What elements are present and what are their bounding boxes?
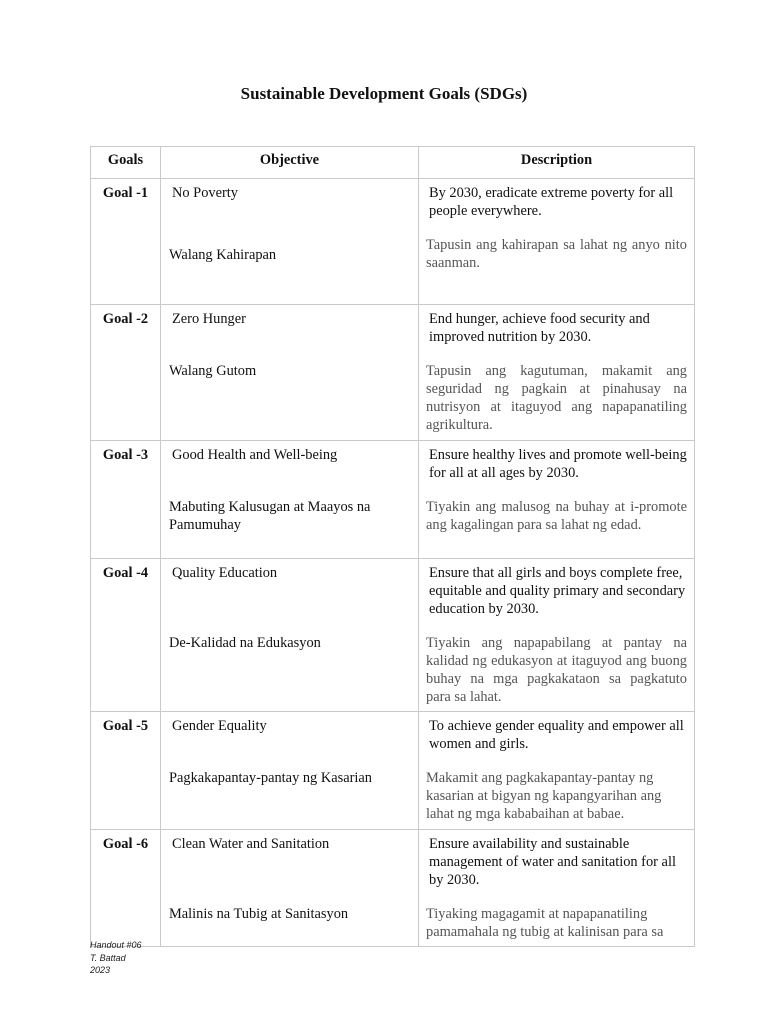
objective-cell — [161, 305, 419, 441]
description-tagalog: Tapusin ang kahirapan sa lahat ng anyo nito saanman. — [426, 237, 687, 271]
objective-cell — [161, 830, 419, 947]
header-description: Description — [419, 147, 695, 179]
description-cell — [419, 441, 695, 559]
objective-cell — [161, 441, 419, 559]
footer-author: T. Battad — [90, 952, 126, 963]
objective-english: Good Health and Well-being — [172, 447, 338, 463]
objective-english: Gender Equality — [172, 718, 267, 734]
table-row — [91, 441, 695, 559]
objective-tagalog: Walang Gutom — [169, 363, 257, 379]
goal-number: Goal -6 — [91, 830, 161, 947]
sdg-table — [90, 146, 695, 947]
description-tagalog: Makamit ang pagkakapantay-pantay ng kasarian at bigyan ng kapangyarihan ang lahat ng mga kababaihan at babae. — [426, 770, 662, 822]
goal-number: Goal -2 — [91, 305, 161, 441]
goal-number: Goal -4 — [91, 559, 161, 712]
objective-english: No Poverty — [172, 185, 238, 201]
description-english: Ensure that all girls and boys complete free, equitable and quality primary and secondary education by 2030. — [429, 565, 686, 617]
objective-tagalog: Pagkakapantay-pantay ng Kasarian — [169, 770, 372, 786]
description-cell — [419, 305, 695, 441]
goal-number: Goal -5 — [91, 712, 161, 830]
description-english: Ensure availability and sustainable management of water and sanitation for all by 2030. — [429, 836, 676, 888]
handout-footer — [90, 939, 142, 977]
objective-tagalog: Walang Kahirapan — [169, 247, 277, 263]
goal-number: Goal -1 — [91, 179, 161, 305]
header-objective: Objective — [161, 147, 419, 179]
objective-cell — [161, 712, 419, 830]
description-cell — [419, 830, 695, 947]
objective-english: Clean Water and Sanitation — [172, 836, 330, 852]
description-cell — [419, 179, 695, 305]
header-goals: Goals — [91, 147, 161, 179]
table-row — [91, 830, 695, 947]
objective-cell — [161, 179, 419, 305]
description-english: To achieve gender equality and empower all women and girls. — [429, 718, 684, 752]
objective-tagalog: De-Kalidad na Edukasyon — [169, 635, 321, 651]
footer-year: 2023 — [90, 965, 111, 975]
description-tagalog: Tiyakin ang napapabilang at pantay na kalidad ng edukasyon at itaguyod ang buong buhay na mga pagkakataon sa pagkatuto para sa lahat. — [426, 635, 687, 705]
description-cell — [419, 712, 695, 830]
table-row — [91, 712, 695, 830]
footer-handout-number: Handout #06 — [90, 940, 142, 950]
objective-tagalog: Mabuting Kalusugan at Maayos na Pamumuhay — [169, 499, 371, 533]
objective-english: Quality Education — [172, 565, 278, 581]
objective-cell — [161, 559, 419, 712]
description-tagalog: Tapusin ang kagutuman, makamit ang seguridad ng pagkain at pinahusay na nutrisyon at itaguyod ang napapanatiling agrikultura. — [426, 363, 687, 433]
description-tagalog: Tiyaking magagamit at napapanatiling pamamahala ng tubig at kalinisan para sa — [426, 906, 664, 940]
description-english: By 2030, eradicate extreme poverty for all people everywhere. — [429, 185, 674, 219]
table-header-row — [91, 147, 695, 179]
description-english: End hunger, achieve food security and improved nutrition by 2030. — [429, 311, 650, 345]
description-cell — [419, 559, 695, 712]
description-tagalog: Tiyakin ang malusog na buhay at i-promote ang kagalingan para sa lahat ng edad. — [426, 499, 687, 533]
table-row — [91, 305, 695, 441]
document-title: Sustainable Development Goals (SDGs) — [240, 84, 528, 103]
description-english: Ensure healthy lives and promote well-being for all at all ages by 2030. — [429, 447, 687, 481]
table-row — [91, 559, 695, 712]
goal-number: Goal -3 — [91, 441, 161, 559]
objective-english: Zero Hunger — [172, 311, 246, 327]
table-row — [91, 179, 695, 305]
objective-tagalog: Malinis na Tubig at Sanitasyon — [169, 906, 349, 922]
